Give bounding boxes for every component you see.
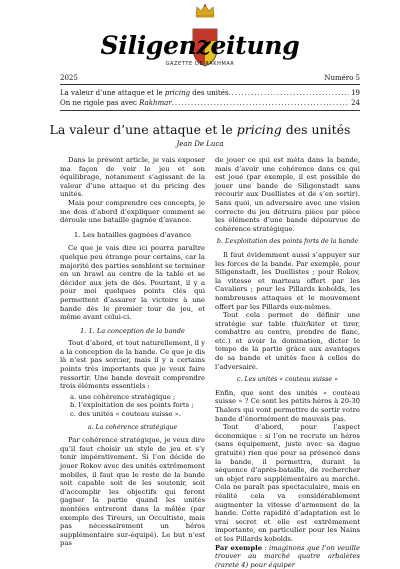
divider <box>60 110 360 111</box>
toc-entry[interactable] <box>60 98 360 108</box>
paragraph-text: : imaginons que l’on veuille trouver au marché quatre arbalètes (rareté 4) pour équiper <box>215 543 360 569</box>
paragraph: Par cohérence stratégique, je veux dire qu’il faut choisir un style de jeu et s’y tenir impérativement. Si l’on décide de jouer Rokov avec des unités extrêmement mobiles, il faut que le reste de la bande soit capable soit de les soutenir, soit d’accomplir les objectifs qui feront gagner la partie quand les unités montées entreront dans la mêlée (par exemple des Tireurs, un Occultiste, mais pas nécessairement un héros supplémentaire sur-équipé). Le but n’est pas <box>60 436 205 548</box>
toc-page-number: 24 <box>351 99 360 107</box>
list-item: c. des unités « couteau suisse ». <box>70 410 181 419</box>
paragraph: Mais pour comprendre ces concepts, je me dois d’abord d’expliquer comment se déroule une bataille gagnée d’avance. <box>60 198 205 225</box>
table-of-contents <box>60 88 360 108</box>
issue-year: 2025 <box>60 74 78 82</box>
newspaper-subtitle: GAZETTE DE RAKHMAR <box>165 61 235 67</box>
paragraph: Tout d’abord, pour l’aspect économique : si l’on ne recrute un héros (sans équipement, juste avec sa dague gratuite) rien que pour sa présence dans la bande, il permettra, durant la séquence d’après-bataille, de rechercher un objet rare supplémentaire au marché. Cela ne paraît pas spectaculaire, mais en réalité cela va considérablement augmenter la vitesse d’armement de la bande. Cette rapidité d’adaptation est le vrai secret et elle est extrêmement importante, en particulier pour les Nains et les Pillards kobolds. <box>215 423 360 543</box>
paragraph: Enfin, que sont des unités « couteau suisse » ? Ce sont les petits héros à 20-30 Thalers qui vont permettre de sortir votre bande d’énormément de mauvais pas. <box>215 388 360 423</box>
article-column-left <box>60 156 205 548</box>
divider <box>60 84 360 85</box>
toc-entry-title: La valeur d’une attaque et le pricing des unités <box>60 89 229 97</box>
emphasis: Par exemple <box>215 543 263 552</box>
paragraph-heading: b. L’exploitation des points forts de la bande <box>216 238 359 246</box>
newspaper-logo: Siligenzeitung <box>100 31 300 60</box>
crown-icon <box>195 4 215 18</box>
paragraph: Dans le présent article, je vais exposer ma façon de voir le jeu et son équilibrage, notamment s’agissant de la valeur d’une attaque et du pricing des unités. <box>60 156 205 199</box>
paragraph <box>215 544 360 569</box>
article-title: La valeur d’une attaque et le pricing des unités <box>49 122 351 137</box>
paragraph-heading: a. La cohérence stratégique <box>87 423 178 431</box>
subsection-heading: 1. 1. La conception de la bande <box>80 326 185 335</box>
paragraph: de jouer ce qui est méta dans la bande, mais d’avoir une cohérence dans ce qui est joué (par exemple, il est possible de jouer une bande de Siligenstadt sans recourir aux Duellistes et de s’en sortir). Sans quoi, un adversaire avec une vision correcte du jeu détruira pièce par pièce les éléments d’une bande dépourvue de cohérence stratégique. <box>215 156 360 233</box>
issue-info <box>60 74 360 82</box>
list-item: b. l’exploitation de ses points forts ; <box>70 401 194 410</box>
toc-leader <box>172 98 349 108</box>
article-author: Jean De Luca <box>176 140 224 148</box>
paragraph: Il faut évidemment aussi s’appuyer sur les forces de la bande. Par exemple, pour Siligenstadt, les Duellistes ; pour Rokov, la vitesse et marteau offert par les Cavaliers ; pour les Pillards kobolds, les nombreuses attaques et le mouvement offert par les Pillards eux-mêmes. <box>215 250 360 311</box>
toc-page-number: 19 <box>351 89 360 97</box>
paragraph: Ce que je vais dire ici pourra paraître quelque peu étrange pour certains, car la majorité des parties semblent se terminer en un brawl au centre de la table et se décider aux jets de dés. Pourtant, il y a pour moi quelques points clés qui permettent d’assurer la victoire à une bande dès le premier tour de jeu, et même avant celui-ci. <box>60 244 205 322</box>
element-list <box>70 393 205 419</box>
paragraph-heading: c. Les unités « couteau suisse » <box>237 376 338 384</box>
article-column-right <box>215 156 360 569</box>
list-item: a. une cohérence stratégique ; <box>70 392 176 401</box>
masthead <box>0 0 400 72</box>
paragraph: Tout cela permet de définir une stratégie sur table (fuir/kiter et tirer, combattre au centre, prendre de flanc, etc.) et avoir la domination, dicter le tempo de la partie grâce aux avantages de sa bande et unités face à celles de l’adversaire. <box>215 311 360 371</box>
paragraph: Tout d’abord, et tout naturellement, il y a la conception de la bande. Ce que je dis là n’est pas sorcier, mais il y a certains points très importants que je veux faire ressortir. Une bande devrait comprendre trois éléments essentiels : <box>60 339 205 391</box>
toc-entry-title: On ne rigole pas avec Rakhmar <box>60 99 172 107</box>
section-heading: 1. Les batailles gagnées d’avance <box>73 230 192 239</box>
issue-number: Numéro 5 <box>324 74 360 82</box>
toc-entry[interactable] <box>60 88 360 98</box>
toc-leader <box>229 88 350 98</box>
